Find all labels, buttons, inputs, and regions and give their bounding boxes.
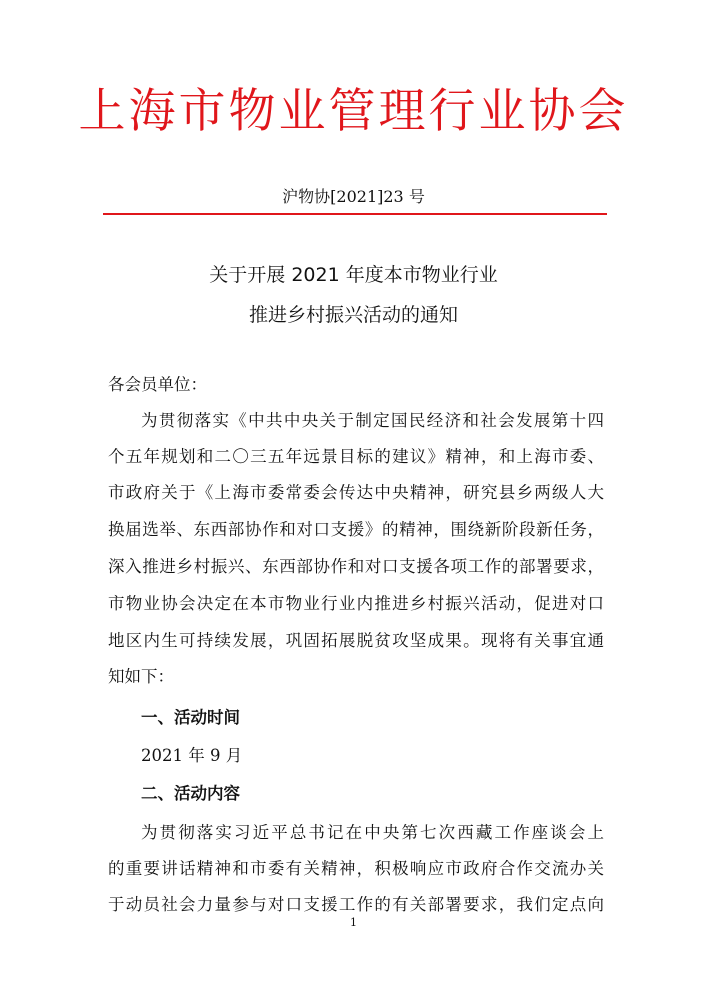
salutation: 各会员单位：: [108, 375, 207, 394]
section-1-heading: 一、活动时间: [141, 708, 240, 727]
paragraph-1-line: 换届选举、东西部协作和对口支援》的精神，围绕新阶段新任务，: [108, 520, 604, 539]
paragraph-2-line: 的重要讲话精神和市委有关精神，积极响应市政府合作交流办关: [108, 859, 604, 878]
section-2-heading: 二、活动内容: [141, 784, 240, 803]
notice-title-line-1: 关于开展 2021 年度本市物业行业: [209, 264, 498, 286]
section-1-text: 2021 年 9 月: [141, 746, 243, 765]
page-number: 1: [350, 916, 357, 929]
paragraph-1-line: 知如下：: [108, 667, 174, 686]
paragraph-1-line: 为贯彻落实《中共中央关于制定国民经济和社会发展第十四: [141, 411, 604, 430]
paragraph-1-line: 地区内生可持续发展，巩固拓展脱贫攻坚成果。现将有关事宜通: [108, 631, 604, 650]
paragraph-1-line: 市政府关于《上海市委常委会传达中央精神，研究县乡两级人大: [108, 483, 604, 502]
paragraph-2-line: 为贯彻落实习近平总书记在中央第七次西藏工作座谈会上: [141, 823, 604, 842]
notice-title-line-2: 推进乡村振兴活动的通知: [248, 304, 458, 326]
paragraph-1-line: 个五年规划和二〇三五年远景目标的建议》精神，和上海市委、: [108, 447, 604, 466]
red-divider: [103, 213, 607, 215]
document-number: 沪物协[2021]23 号: [282, 187, 425, 206]
organization-title: 上海市物业管理行业协会: [78, 84, 629, 139]
paragraph-1-line: 深入推进乡村振兴、东西部协作和对口支援各项工作的部署要求，: [108, 557, 604, 576]
paragraph-1-line: 市物业协会决定在本市物业行业内推进乡村振兴活动，促进对口: [108, 594, 604, 613]
paragraph-2-line: 于动员社会力量参与对口支援工作的有关部署要求，我们定点向: [108, 895, 604, 914]
